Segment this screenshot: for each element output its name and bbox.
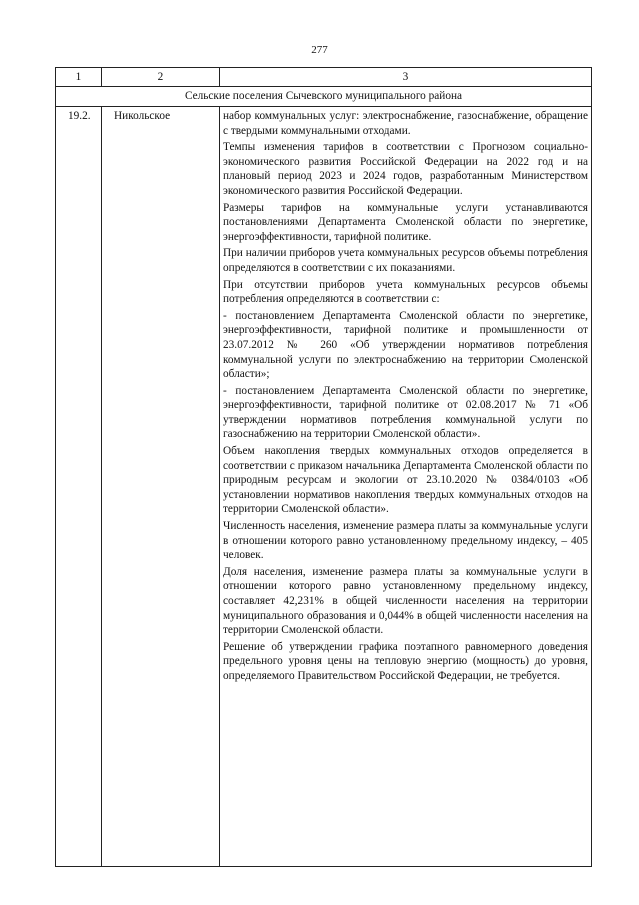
paragraph: набор коммунальных услуг: электроснабжение, газоснабжение, обращение с твердыми коммунальными отходами. [223, 110, 588, 137]
page-number: 277 [311, 44, 328, 56]
section-row [56, 87, 592, 107]
table-row [56, 107, 592, 867]
row-number: 19.2. [56, 107, 102, 867]
paragraph: Доля населения, изменение размера платы за коммунальные услуги в отношении которого равно установленному предельному индексу, составляет 42,231% в общей численности населения на территории муниципального образования и 0,044% в общей численности населения на территории Смоленской области. [223, 565, 588, 637]
paragraph: Темпы изменения тарифов в соответствии с Прогнозом социально-экономического развития Российской Федерации на 2022 год и на плановый период 2023 и 2024 годов, разработанным Министерством экономического развития Российской Федерации. [223, 141, 588, 197]
paragraph: Размеры тарифов на коммунальные услуги устанавливаются постановлениями Департамента Смоленской области по энергетике, энергоэффективности, тарифной политике. [223, 201, 588, 243]
paragraph: Объем накопления твердых коммунальных отходов определяется в соответствии с приказом начальника Департамента Смоленской области по природным ресурсам и экологии от 23.10.2020 № 0384/0103 «Об установлении нормативов накопления твердых коммунальных отходов на территории Смоленской области». [223, 445, 588, 516]
header-col-1: 1 [56, 68, 102, 87]
tariff-table [55, 67, 592, 867]
paragraph: Численность населения, изменение размера платы за коммунальные услуги в отношении которого равно установленному предельному индексу, – 405 человек. [223, 520, 588, 562]
section-title: Сельские поселения Сычевского муниципального района [56, 87, 592, 107]
paragraph: При отсутствии приборов учета коммунальных ресурсов объемы потребления определяются в соответствии с: [223, 278, 588, 306]
settlement-name: Никольское [102, 107, 220, 867]
paragraph: Решение об утверждении графика поэтапного равномерного доведения предельного уровня цены на тепловую энергию (мощность) до уровня, определяемого Правительством Российской Федерации, не требуется. [223, 640, 588, 682]
header-col-2: 2 [102, 68, 220, 87]
paragraph: - постановлением Департамента Смоленской области по энергетике, энергоэффективности, тарифной политике и промышленности от 23.07.2012 № 260 «Об утверждении нормативов потребления коммунальной услуги по электроснабжению на территории Смоленской области»; [223, 309, 588, 381]
row-content [220, 107, 592, 867]
table-header-row [56, 68, 592, 87]
paragraph: - постановлением Департамента Смоленской области по энергетике, энергоэффективности, тарифной политике от 02.08.2017 № 71 «Об утверждении нормативов потребления коммунальной услуги по газоснабжению на территории Смоленской области». [223, 384, 588, 441]
paragraph: При наличии приборов учета коммунальных ресурсов объемы потребления определяются в соответствии с их показаниями. [223, 247, 588, 274]
header-col-3: 3 [220, 68, 592, 87]
